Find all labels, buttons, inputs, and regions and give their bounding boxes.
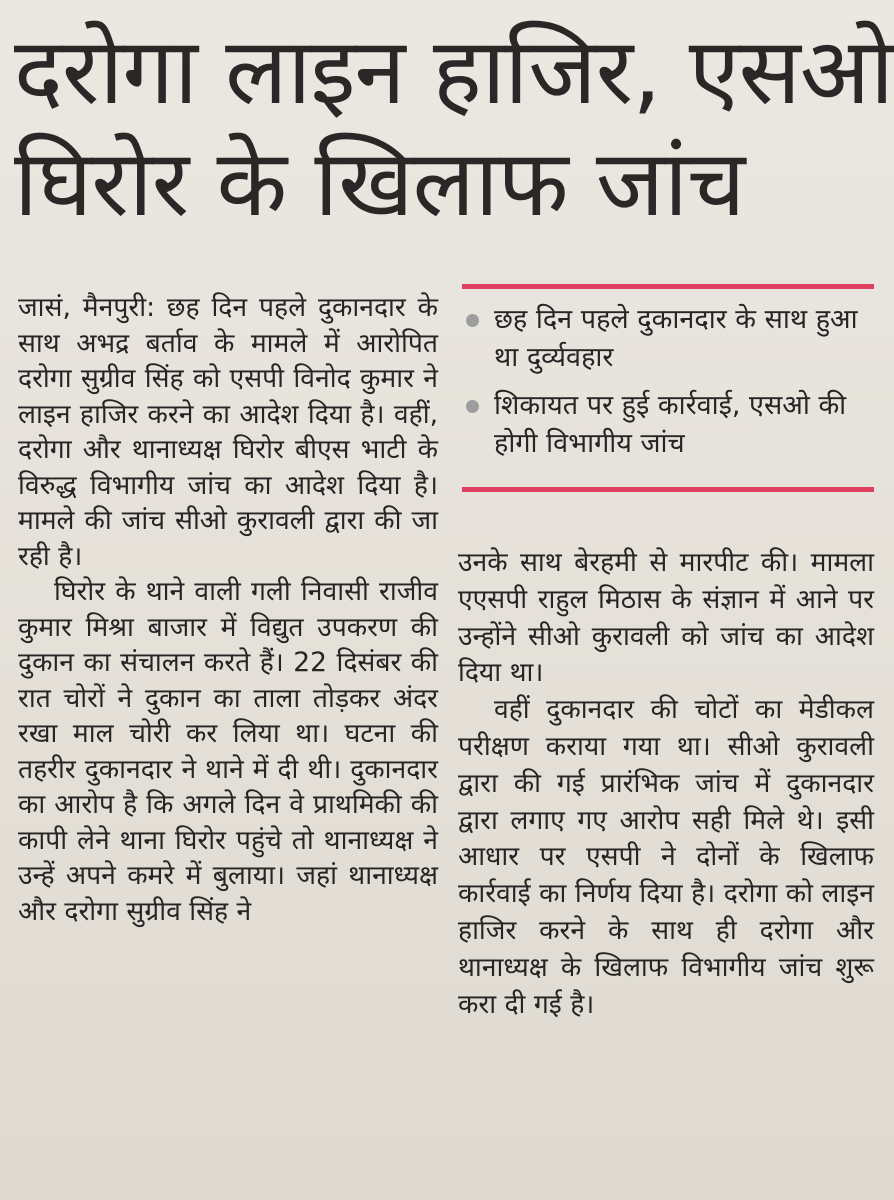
highlights-box [462,284,874,492]
article-paragraph: उनके साथ बेरहमी से मारपीट की। मामला एएसपी राहुल मिठास के संज्ञान में आने पर उन्होंने सीओ कुरावली को जांच का आदेश दिया था। [458,547,874,689]
article-paragraph: वहीं दुकानदार की चोटों का मेडीकल परीक्षण कराया गया था। सीओ कुरावली द्वारा की गई प्रारंभिक जांच में दुकानदार द्वारा लगाए गए आरोप सही मिले थे। इसी आधार पर एसपी ने दोनों के खिलाफ कार्रवाई का निर्णय दिया है। दरोगा को लाइन हाजिर करने के साथ ही दरोगा और थानाध्यक्ष के खिलाफ विभागीय जांच शुरू करा दी गई है। [458,694,874,1020]
headline [14,16,893,240]
highlight-text: शिकायत पर हुई कार्रवाई, एसओ की होगी विभागीय जांच [494,390,847,459]
highlights-list [462,289,874,487]
headline-line-1: दरोगा लाइन हाजिर, एसओ [14,18,893,125]
bullet-dot-icon [466,400,479,413]
article-paragraph: जासं, मैनपुरी: छह दिन पहले दुकानदार के साथ अभद्र बर्ताव के मामले में आरोपित दरोगा सुग्रीव सिंह को एसपी विनोद कुमार ने लाइन हाजिर करने का आदेश दिया है। वहीं, दरोगा और थानाध्यक्ष घिरोर बीएस भाटी के विरुद्ध विभागीय जांच का आदेश दिया है। मामले की जांच सीओ कुरावली द्वारा की जा रही है। [18,292,438,572]
highlight-item [462,387,874,463]
highlight-item [462,301,874,377]
article-paragraph: घिरोर के थाने वाली गली निवासी राजीव कुमार मिश्रा बाजार में विद्युत उपकरण की दुकान का संचालन करते हैं। 22 दिसंबर की रात चोरों ने दुकान का ताला तोड़कर अंदर रखा माल चोरी कर लिया था। घटना की तहरीर दुकानदार ने थाने में दी थी। दुकानदार का आरोप है कि अगले दिन वे प्राथमिकी की कापी लेने थाना घिरोर पहुंचे तो थानाध्यक्ष ने उन्हें अपने कमरे में बुलाया। जहां थानाध्यक्ष और दरोगा सुग्रीव सिंह ने [18,576,438,927]
bullet-dot-icon [466,314,479,327]
headline-line-2: घिरोर के खिलाफ जांच [14,130,745,237]
article-right-column [458,545,874,1023]
article-left-column [18,290,438,929]
highlights-bottom-rule [462,487,874,492]
highlight-text: छह दिन पहले दुकानदार के साथ हुआ था दुर्व्यवहार [494,304,858,373]
